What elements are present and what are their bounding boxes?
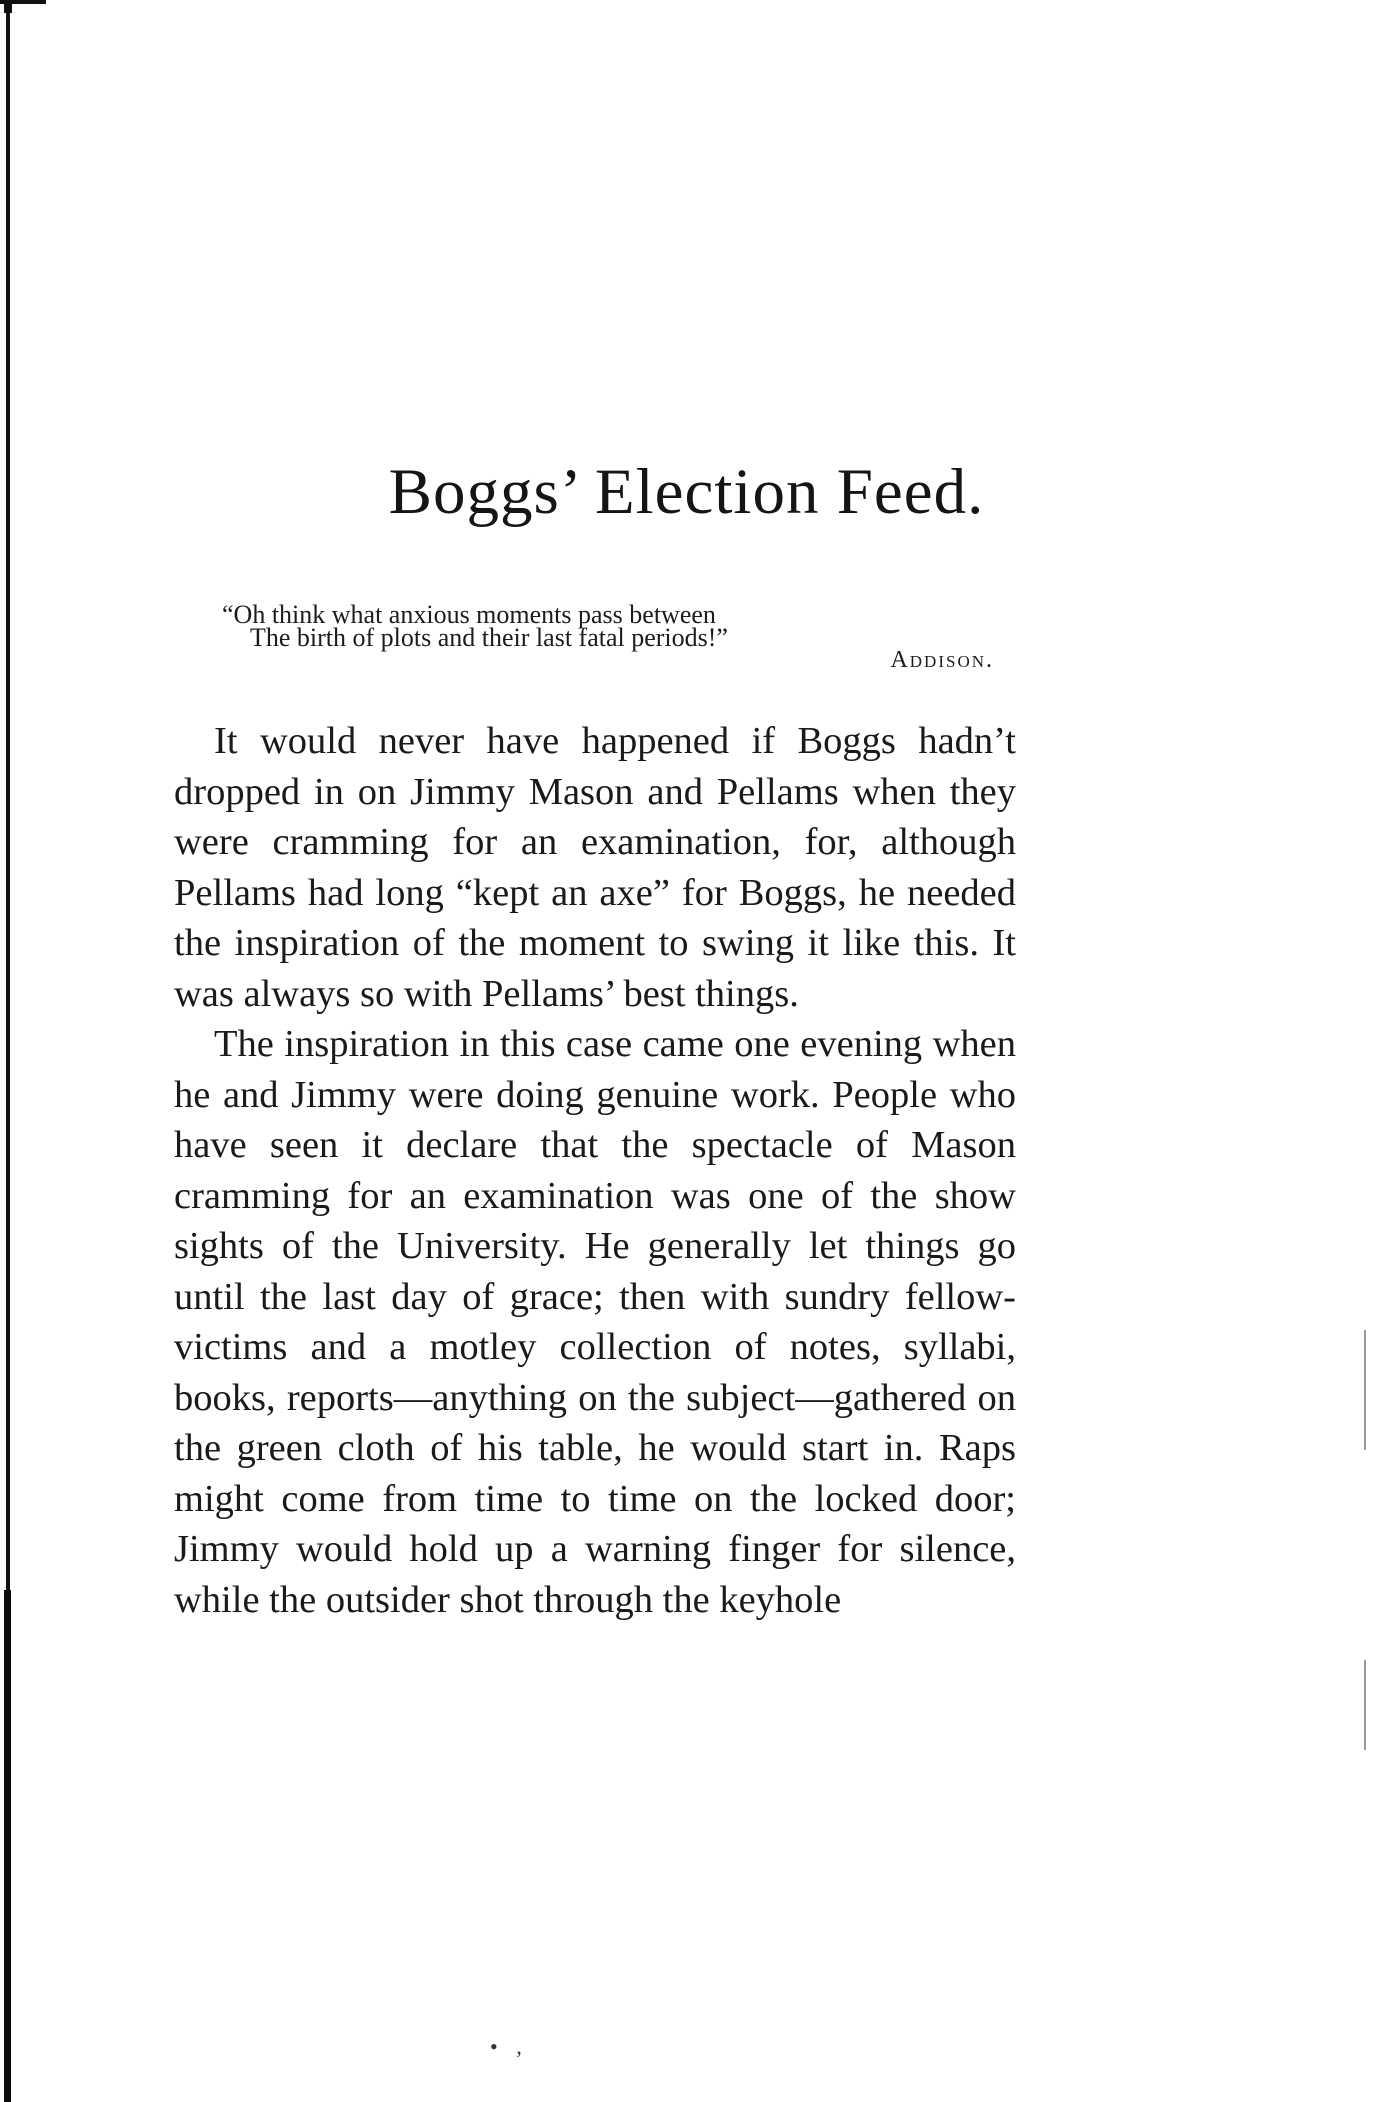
chapter-title: Boggs’ Election Feed. (388, 456, 985, 528)
epigraph-line: The birth of plots and their last fatal periods!” (250, 623, 728, 652)
epigraph-line: “Oh think what anxious moments pass between (222, 600, 716, 629)
binding-edge-shadow (4, 1590, 11, 2102)
epigraph (222, 600, 1002, 673)
body-text (174, 716, 1016, 1625)
footer-mark: • ‚ (490, 2034, 529, 2059)
paragraph: The inspiration in this case came one evening when he and Jimmy were doing genuine work. People who have seen it declare that the spectacle of Mason cramming for an examination was one of the show sights of the University. He generally let things go until the last day of grace; then with sundry fellow-victims and a motley collection of notes, syllabi, books, reports—anything on the subject—gathered on the green cloth of his table, he would start in. Raps might come from time to time on the locked door; Jimmy would hold up a warning finger for silence, while the outsider shot through the keyhole (174, 1023, 1016, 1621)
paragraph: It would never have happened if Boggs hadn’t dropped in on Jimmy Mason and Pellams when they were cramming for an examination, for, although Pellams had long “kept an axe” for Boggs, he needed the inspiration of the moment to swing it like this. It was always so with Pellams’ best things. (174, 720, 1016, 1015)
epigraph-author: Addison. (890, 647, 994, 673)
page-edge-mark (1364, 1330, 1366, 1450)
page-edge-mark (1364, 1660, 1366, 1750)
